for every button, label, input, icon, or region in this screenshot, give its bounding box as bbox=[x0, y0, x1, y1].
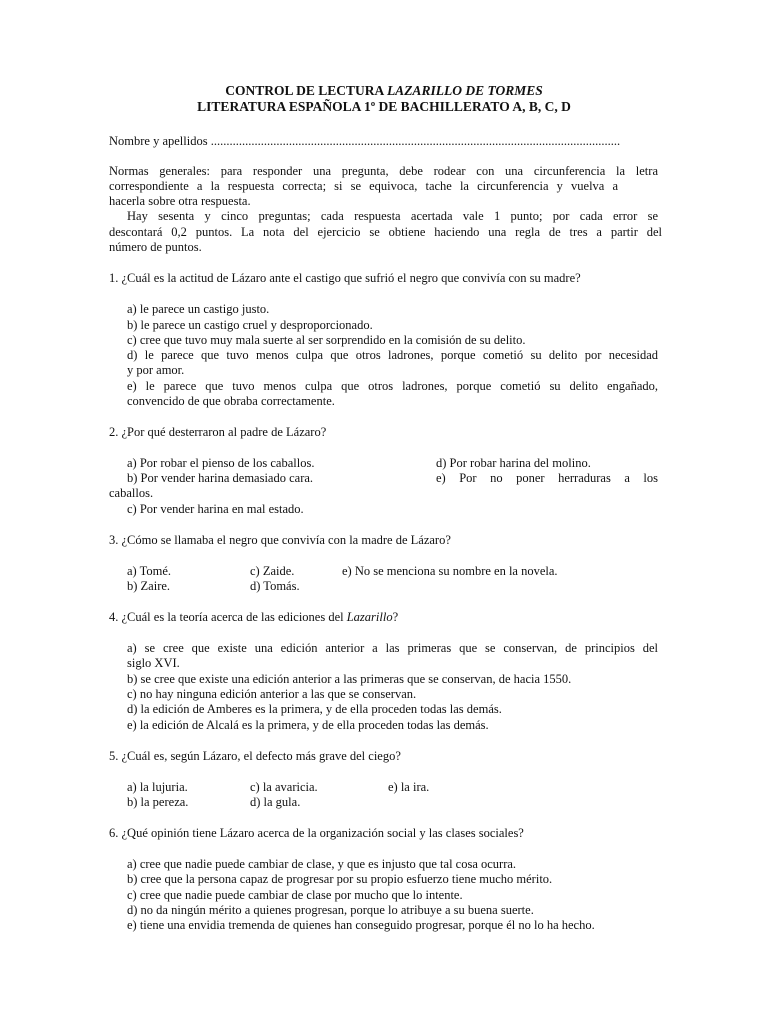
q5-option-a[interactable]: a) la lujuria. bbox=[127, 780, 188, 794]
q3-option-d[interactable]: d) Tomás. bbox=[250, 579, 300, 593]
q6-option-c[interactable]: c) cree que nadie puede cambiar de clase por mucho que lo intente. bbox=[127, 888, 463, 902]
question-3: 3. ¿Cómo se llamaba el negro que convivía con la madre de Lázaro? bbox=[109, 533, 451, 547]
q5-option-e[interactable]: e) la ira. bbox=[388, 780, 430, 794]
rules-line-3: hacerla sobre otra respuesta. bbox=[109, 194, 251, 208]
q6-option-b[interactable]: b) cree que la persona capaz de progresar por su propio esfuerzo tiene mucho mérito. bbox=[127, 872, 553, 886]
q2-option-e-cont: caballos. bbox=[109, 486, 154, 500]
q2-option-a[interactable]: a) Por robar el pienso de los caballos. bbox=[127, 456, 315, 470]
q5-option-c[interactable]: c) la avaricia. bbox=[250, 780, 318, 794]
q3-option-b[interactable]: b) Zaire. bbox=[127, 579, 171, 593]
rules-line-6: número de puntos. bbox=[109, 240, 202, 254]
q4-option-d[interactable]: d) la edición de Amberes es la primera, y de ella proceden todas las demás. bbox=[127, 702, 502, 716]
q3-option-c[interactable]: c) Zaide. bbox=[250, 564, 295, 578]
q4-option-b[interactable]: b) se cree que existe una edición anterior a las primeras que se conservan, de hacia 1550. bbox=[127, 672, 572, 686]
q2-option-e[interactable]: e) Por no poner herraduras a los bbox=[436, 471, 658, 485]
q1-option-e[interactable]: e) le parece que tuvo menos culpa que otros ladrones, porque cometió su delito engañado, bbox=[127, 379, 658, 393]
q1-option-a[interactable]: a) le parece un castigo justo. bbox=[127, 302, 270, 316]
q4-option-a-cont: siglo XVI. bbox=[127, 656, 180, 670]
q4-text-work: Lazarillo bbox=[346, 610, 393, 624]
rules-line-2: correspondiente a la respuesta correcta; si se equivoca, tache la circunferencia y vuelva a bbox=[109, 179, 618, 193]
q6-option-d[interactable]: d) no da ningún mérito a quienes progresan, porque lo atribuye a su buena suerte. bbox=[127, 903, 534, 917]
name-field-line[interactable]: Nombre y apellidos ................................................................................................................................... bbox=[109, 134, 621, 148]
question-4 bbox=[109, 610, 398, 626]
title-prefix: CONTROL DE LECTURA bbox=[225, 83, 387, 98]
q2-option-b[interactable]: b) Por vender harina demasiado cara. bbox=[127, 471, 314, 485]
q6-option-e[interactable]: e) tiene una envidia tremenda de quienes han conseguido progresar, porque él no lo ha hecho. bbox=[127, 918, 595, 932]
q4-text-prefix: 4. ¿Cuál es la teoría acerca de las ediciones del bbox=[109, 610, 347, 624]
q1-option-b[interactable]: b) le parece un castigo cruel y desproporcionado. bbox=[127, 318, 373, 332]
question-6: 6. ¿Qué opinión tiene Lázaro acerca de la organización social y las clases sociales? bbox=[109, 826, 524, 840]
rules-line-1: Normas generales: para responder una pregunta, debe rodear con una circunferencia la letra bbox=[109, 164, 658, 178]
q3-option-e[interactable]: e) No se menciona su nombre en la novela. bbox=[342, 564, 558, 578]
q3-option-a[interactable]: a) Tomé. bbox=[127, 564, 172, 578]
exam-title bbox=[0, 83, 768, 99]
q1-option-c[interactable]: c) cree que tuvo muy mala suerte al ser sorprendido en la comisión de su delito. bbox=[127, 333, 526, 347]
title-work: LAZARILLO DE TORMES bbox=[386, 83, 543, 98]
question-1: 1. ¿Cuál es la actitud de Lázaro ante el castigo que sufrió el negro que convivía con su madre? bbox=[109, 271, 581, 285]
q1-option-e-cont: convencido de que obraba correctamente. bbox=[127, 394, 335, 408]
exam-subtitle: LITERATURA ESPAÑOLA 1º DE BACHILLERATO A, B, C, D bbox=[197, 99, 571, 114]
q4-text-suffix: ? bbox=[392, 610, 399, 624]
question-2: 2. ¿Por qué desterraron al padre de Lázaro? bbox=[109, 425, 327, 439]
q5-option-d[interactable]: d) la gula. bbox=[250, 795, 301, 809]
q4-option-e[interactable]: e) la edición de Alcalá es la primera, y de ella proceden todas las demás. bbox=[127, 718, 489, 732]
q2-option-c[interactable]: c) Por vender harina en mal estado. bbox=[127, 502, 304, 516]
q2-option-d[interactable]: d) Por robar harina del molino. bbox=[436, 456, 591, 470]
question-5: 5. ¿Cuál es, según Lázaro, el defecto más grave del ciego? bbox=[109, 749, 401, 763]
rules-line-5: descontará 0,2 puntos. La nota del ejercicio se obtiene haciendo una regla de tres a partir del bbox=[109, 225, 662, 239]
q1-option-d-cont: y por amor. bbox=[127, 363, 185, 377]
q5-option-b[interactable]: b) la pereza. bbox=[127, 795, 189, 809]
q6-option-a[interactable]: a) cree que nadie puede cambiar de clase, y que es injusto que tal cosa ocurra. bbox=[127, 857, 517, 871]
q4-option-c[interactable]: c) no hay ninguna edición anterior a las que se conservan. bbox=[127, 687, 417, 701]
q1-option-d[interactable]: d) le parece que tuvo menos culpa que otros ladrones, porque cometió su delito por necesidad bbox=[127, 348, 658, 362]
q4-option-a[interactable]: a) se cree que existe una edición anterior a las primeras que se conservan, de principios del bbox=[127, 641, 658, 655]
rules-line-4: Hay sesenta y cinco preguntas; cada respuesta acertada vale 1 punto; por cada error se bbox=[127, 209, 658, 223]
